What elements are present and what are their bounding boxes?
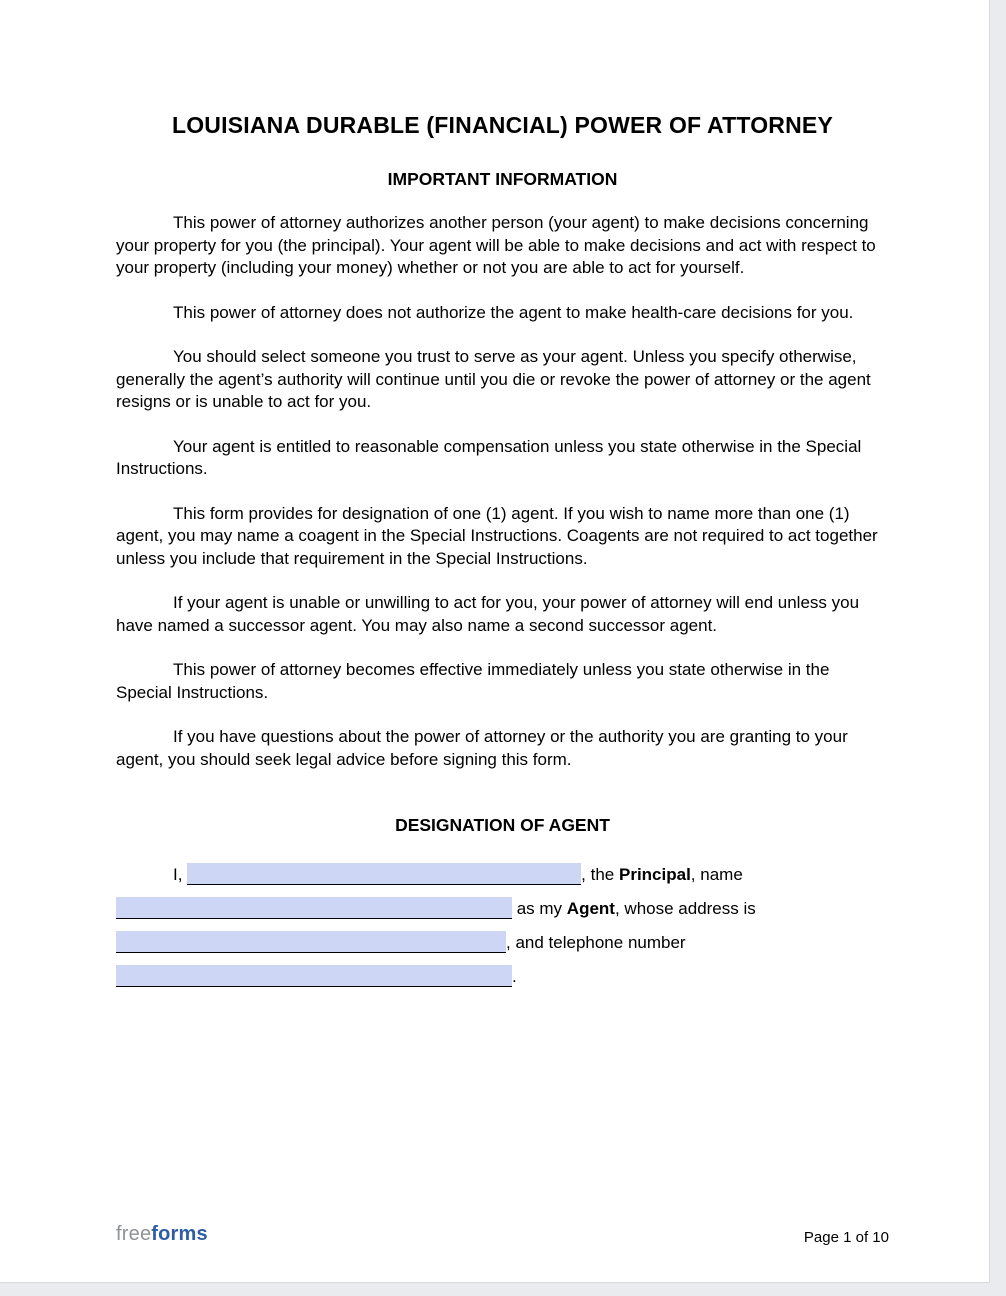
paragraph-6: If your agent is unable or unwilling to act for you, your power of attorney will end unless you have named a successor agent. You may also name a second successor agent. [116, 593, 860, 635]
designation-line-4 [116, 960, 889, 994]
paragraph-8: If you have questions about the power of attorney or the authority you are granting to your agent, you should seek legal advice before signing this form. [116, 727, 848, 769]
paragraph-2: This power of attorney does not authorize the agent to make health-care decisions for you. [173, 302, 854, 322]
paragraph-5: This form provides for designation of one (1) agent. If you wish to name more than one (1) agent, you may name a coagent in the Special Instructions. Coagents are not required to act together unless you include that requirement in the Special Instructions. [116, 503, 878, 568]
page-number-indicator: Page 1 of 10 [803, 1229, 889, 1246]
line3-suffix: , and telephone number [506, 933, 686, 952]
designation-of-agent-heading: DESIGNATION OF AGENT [395, 815, 610, 835]
agent-address-field[interactable] [116, 931, 506, 953]
paragraph-7: This power of attorney becomes effective immediately unless you state otherwise in the Special Instructions. [116, 660, 830, 702]
line1-prefix: I, [173, 865, 188, 884]
designation-line-1 [116, 858, 889, 892]
brand-free-text: free [116, 1223, 152, 1245]
designation-line-3 [116, 926, 889, 960]
brand-forms-text: forms [151, 1223, 208, 1245]
important-information-heading: IMPORTANT INFORMATION [387, 169, 618, 189]
paragraph-1: This power of attorney authorizes another person (your agent) to make decisions concerning your property for you (the principal). Your agent will be able to make decisions and act with respect to your property (including your money) whether or not you are able to act for yourself. [116, 213, 876, 277]
page-footer [116, 1223, 889, 1246]
agent-name-field[interactable] [116, 897, 512, 919]
document-title: LOUISIANA DURABLE (FINANCIAL) POWER OF ATTORNEY [171, 112, 834, 138]
paragraph-3: You should select someone you trust to serve as your agent. Unless you specify otherwise, generally the agent’s authority will continue until you die or revoke the power of attorney or the agent resigns or is unable to act for you. [116, 347, 871, 411]
agent-label: Agent [566, 899, 615, 918]
designation-line-2 [116, 892, 889, 926]
line1-suffix: , name [690, 865, 743, 884]
agent-phone-field[interactable] [116, 965, 512, 987]
designation-of-agent-section [116, 858, 889, 994]
line4-suffix: . [512, 967, 517, 986]
freeforms-logo [116, 1223, 208, 1246]
principal-label: Principal [618, 865, 691, 884]
principal-name-field[interactable] [187, 863, 581, 885]
line2-suffix: , whose address is [614, 899, 756, 918]
line1-mid: , the [581, 865, 619, 884]
line2-mid: as my [512, 899, 567, 918]
paragraph-4: Your agent is entitled to reasonable compensation unless you state otherwise in the Special Instructions. [116, 436, 862, 478]
